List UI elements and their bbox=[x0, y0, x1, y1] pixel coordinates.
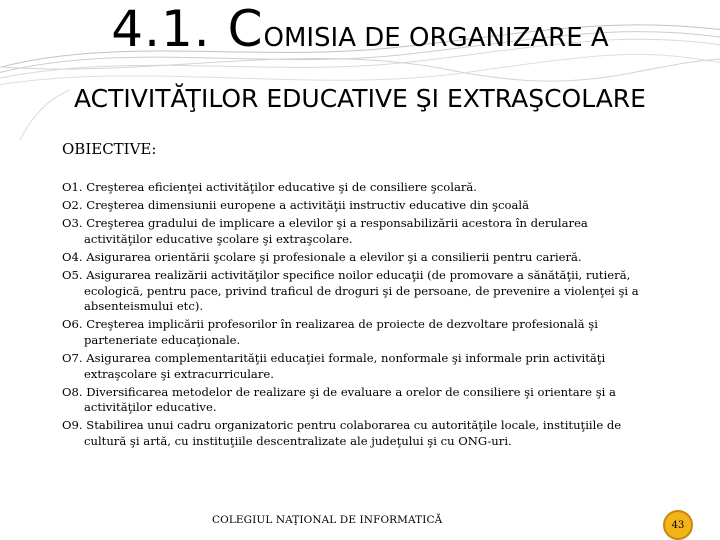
objectives-list bbox=[62, 180, 652, 452]
objective-item: O1. Creşterea eficienţei activităţilor educative şi de consiliere şcolară. bbox=[62, 180, 477, 194]
objective-item: O5. Asigurarea realizării activităţilor specifice noilor educaţii (de promovare a sănătăţii, rutieră, ecologică, pentru pace, privind traficul de droguri şi de persoane, de prevenire a violenţei şi a absenteismului etc). bbox=[62, 267, 639, 314]
page-number: 43 bbox=[671, 519, 685, 531]
footer-school-name: COLEGIUL NAŢIONAL DE INFORMATICĂ bbox=[212, 514, 443, 526]
objective-item: O7. Asigurarea complementarităţii educaţiei formale, nonformale şi informale prin activităţi extraşcolare şi extracurriculare. bbox=[62, 350, 606, 381]
objective-item: O3. Creşterea gradului de implicare a elevilor şi a responsabilizării acestora în derularea activităţilor educative şcolare şi extraşcolare. bbox=[62, 216, 588, 246]
objective-item: O8. Diversificarea metodelor de realizare şi de evaluare a orelor de consiliere şi orientare şi a activităţilor educative. bbox=[62, 384, 616, 415]
title-rest: OMISIA DE ORGANIZARE A bbox=[263, 23, 609, 53]
page-number-badge bbox=[663, 510, 693, 540]
slide-title-line1 bbox=[0, 0, 720, 58]
objective-item: O9. Stabilirea unui cadru organizatoric pentru colaborarea cu autorităţile locale, instituţiile de cultură şi artă, cu instituţiile descentralizate ale judeţului şi cu ONG-uri. bbox=[62, 418, 622, 448]
objective-item: O6. Creşterea implicării profesorilor în realizarea de proiecte de dezvoltare profesională şi parteneriate educaţionale. bbox=[62, 317, 598, 347]
objective-item: O2. Creşterea dimensiunii europene a activităţii instructiv educative din şcoală bbox=[62, 198, 529, 213]
objective-item: O4. Asigurarea orientării şcolare şi profesionale a elevilor şi a consilierii pentru carieră. bbox=[62, 249, 582, 264]
objectives-heading: OBIECTIVE: bbox=[62, 140, 157, 158]
slide-title-line2: ACTIVITĂŢILOR EDUCATIVE ŞI EXTRAŞCOLARE bbox=[74, 84, 646, 113]
title-number: 4.1. C bbox=[111, 0, 264, 58]
